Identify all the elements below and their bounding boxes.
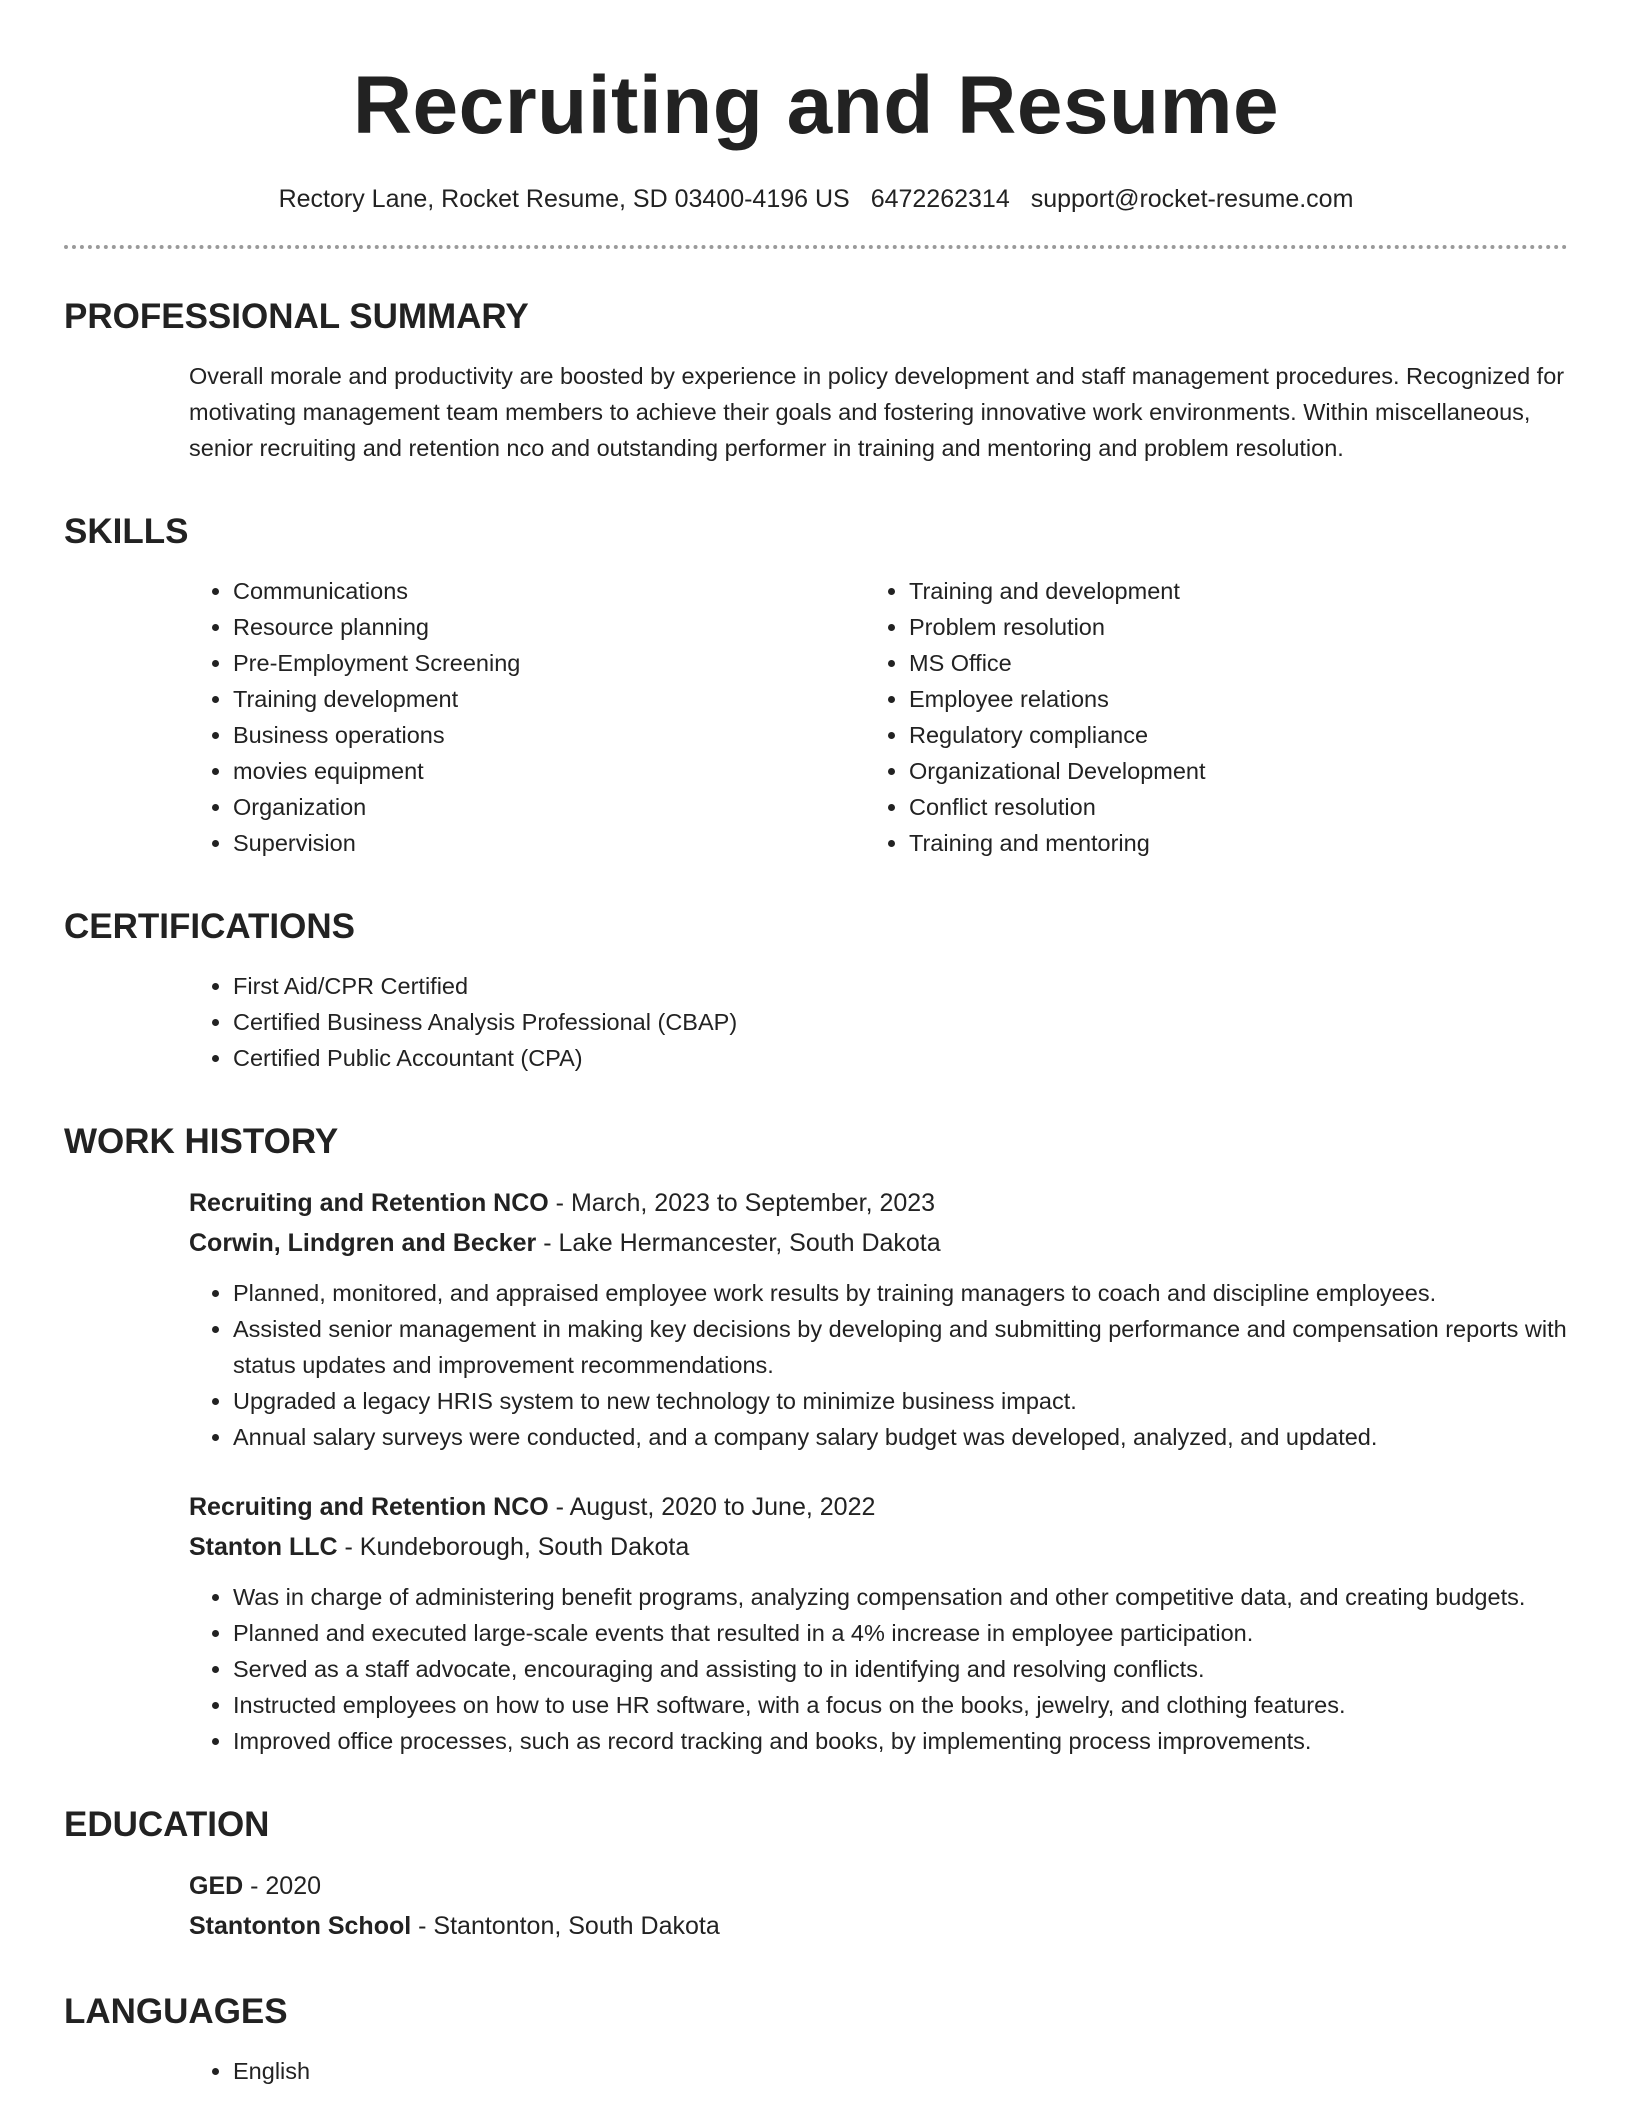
certifications-section (64, 905, 1568, 1076)
education-year: - 2020 (243, 1872, 322, 1900)
resume-header (64, 0, 1568, 249)
job-bullet: • Improved office processes, such as record tracking and books, by implementing process improvements. (233, 1723, 1568, 1759)
contact-address: Rectory Lane, Rocket Resume, SD 03400-4196 US (278, 185, 850, 213)
job-bullet: • Annual salary surveys were conducted, and a company salary budget was developed, analyzed, and updated. (233, 1419, 1568, 1455)
languages-section (64, 1990, 1568, 2089)
skill-item: • Supervision (233, 825, 865, 861)
job-location: - Lake Hermancester, South Dakota (536, 1229, 941, 1257)
contact-phone: 6472262314 (870, 185, 1010, 213)
certification-item: • Certified Public Accountant (CPA) (233, 1040, 1568, 1076)
job-company-line (189, 1223, 1568, 1263)
skills-grid (189, 573, 1568, 861)
header-divider (64, 245, 1568, 249)
section-title-work-history: WORK HISTORY (64, 1122, 339, 1161)
education-degree-line (189, 1866, 1568, 1906)
skill-item: • Resource planning (233, 609, 865, 645)
skills-list-right (865, 573, 1568, 861)
skills-section (64, 510, 1568, 861)
education-location: - Stantonton, South Dakota (411, 1912, 720, 1940)
job-bullets (189, 1579, 1568, 1759)
education-school: Stantonton School (189, 1912, 412, 1940)
skill-item: • Training development (233, 681, 865, 717)
job-dates: - March, 2023 to September, 2023 (548, 1189, 936, 1217)
skill-item: • Problem resolution (909, 609, 1568, 645)
skills-list-left (189, 573, 865, 861)
job-company: Corwin, Lindgren and Becker (189, 1229, 537, 1257)
certifications-list (189, 968, 1568, 1076)
skill-item: • Training and development (909, 573, 1568, 609)
skill-item: • Regulatory compliance (909, 717, 1568, 753)
job-bullet: • Planned, monitored, and appraised employee work results by training managers to coach and discipline employees. (233, 1275, 1568, 1311)
certification-item: • Certified Business Analysis Professional (CBAP) (233, 1004, 1568, 1040)
skill-item: • movies equipment (233, 753, 865, 789)
job-role-line (189, 1183, 1568, 1223)
skill-item: • Organization (233, 789, 865, 825)
contact-line (64, 182, 1568, 216)
languages-block (189, 2053, 1568, 2089)
education-school-line (189, 1906, 1568, 1946)
job-bullet: • Upgraded a legacy HRIS system to new technology to minimize business impact. (233, 1383, 1568, 1419)
contact-email: support@rocket-resume.com (1030, 185, 1354, 213)
section-title-skills: SKILLS (64, 512, 189, 551)
job-bullet: • Was in charge of administering benefit programs, analyzing compensation and other competitive data, and creating budgets. (233, 1579, 1568, 1615)
skill-item: • Business operations (233, 717, 865, 753)
skill-item: • Employee relations (909, 681, 1568, 717)
work-history-section (64, 1120, 1568, 1759)
section-title-certifications: CERTIFICATIONS (64, 907, 356, 946)
job-bullet: • Instructed employees on how to use HR software, with a focus on the books, jewelry, and clothing features. (233, 1687, 1568, 1723)
section-title-summary: PROFESSIONAL SUMMARY (64, 297, 529, 336)
job-company-line (189, 1527, 1568, 1567)
job-dates: - August, 2020 to June, 2022 (548, 1493, 876, 1521)
section-title-languages: LANGUAGES (64, 1992, 288, 2031)
education-degree: GED (189, 1872, 244, 1900)
candidate-name: Recruiting and Resume (352, 60, 1280, 151)
job-bullet: • Assisted senior management in making key decisions by developing and submitting performance and compensation reports with status updates and improvement recommendations. (233, 1311, 1568, 1383)
summary-text: Overall morale and productivity are boosted by experience in policy development and staff management procedures. Recognized for motivating management team members to achieve their goals and fostering innovative work environments. Within miscellaneous, senior recruiting and retention nco and outstanding performer in training and mentoring and problem resolution. (189, 363, 1565, 461)
job-location: - Kundeborough, South Dakota (337, 1533, 690, 1561)
skill-item: • Communications (233, 573, 865, 609)
skill-item: • Pre-Employment Screening (233, 645, 865, 681)
job-role: Recruiting and Retention NCO (189, 1189, 549, 1217)
section-title-education: EDUCATION (64, 1805, 270, 1844)
skill-item: • MS Office (909, 645, 1568, 681)
job-bullets (189, 1275, 1568, 1455)
skill-item: • Organizational Development (909, 753, 1568, 789)
job-bullet: • Planned and executed large-scale events that resulted in a 4% increase in employee participation. (233, 1615, 1568, 1651)
certifications-block (189, 968, 1568, 1076)
professional-summary-section (64, 295, 1568, 466)
language-item: • English (233, 2053, 1568, 2089)
education-section (64, 1803, 1568, 1946)
job-company: Stanton LLC (189, 1533, 338, 1561)
education-entry (189, 1866, 1568, 1946)
job-role: Recruiting and Retention NCO (189, 1493, 549, 1521)
languages-list (189, 2053, 1568, 2089)
job-entry (189, 1487, 1568, 1759)
job-bullet: • Served as a staff advocate, encouraging and assisting to in identifying and resolving conflicts. (233, 1651, 1568, 1687)
skill-item: • Conflict resolution (909, 789, 1568, 825)
certification-item: • First Aid/CPR Certified (233, 968, 1568, 1004)
job-entry (189, 1183, 1568, 1455)
skill-item: • Training and mentoring (909, 825, 1568, 861)
job-role-line (189, 1487, 1568, 1527)
